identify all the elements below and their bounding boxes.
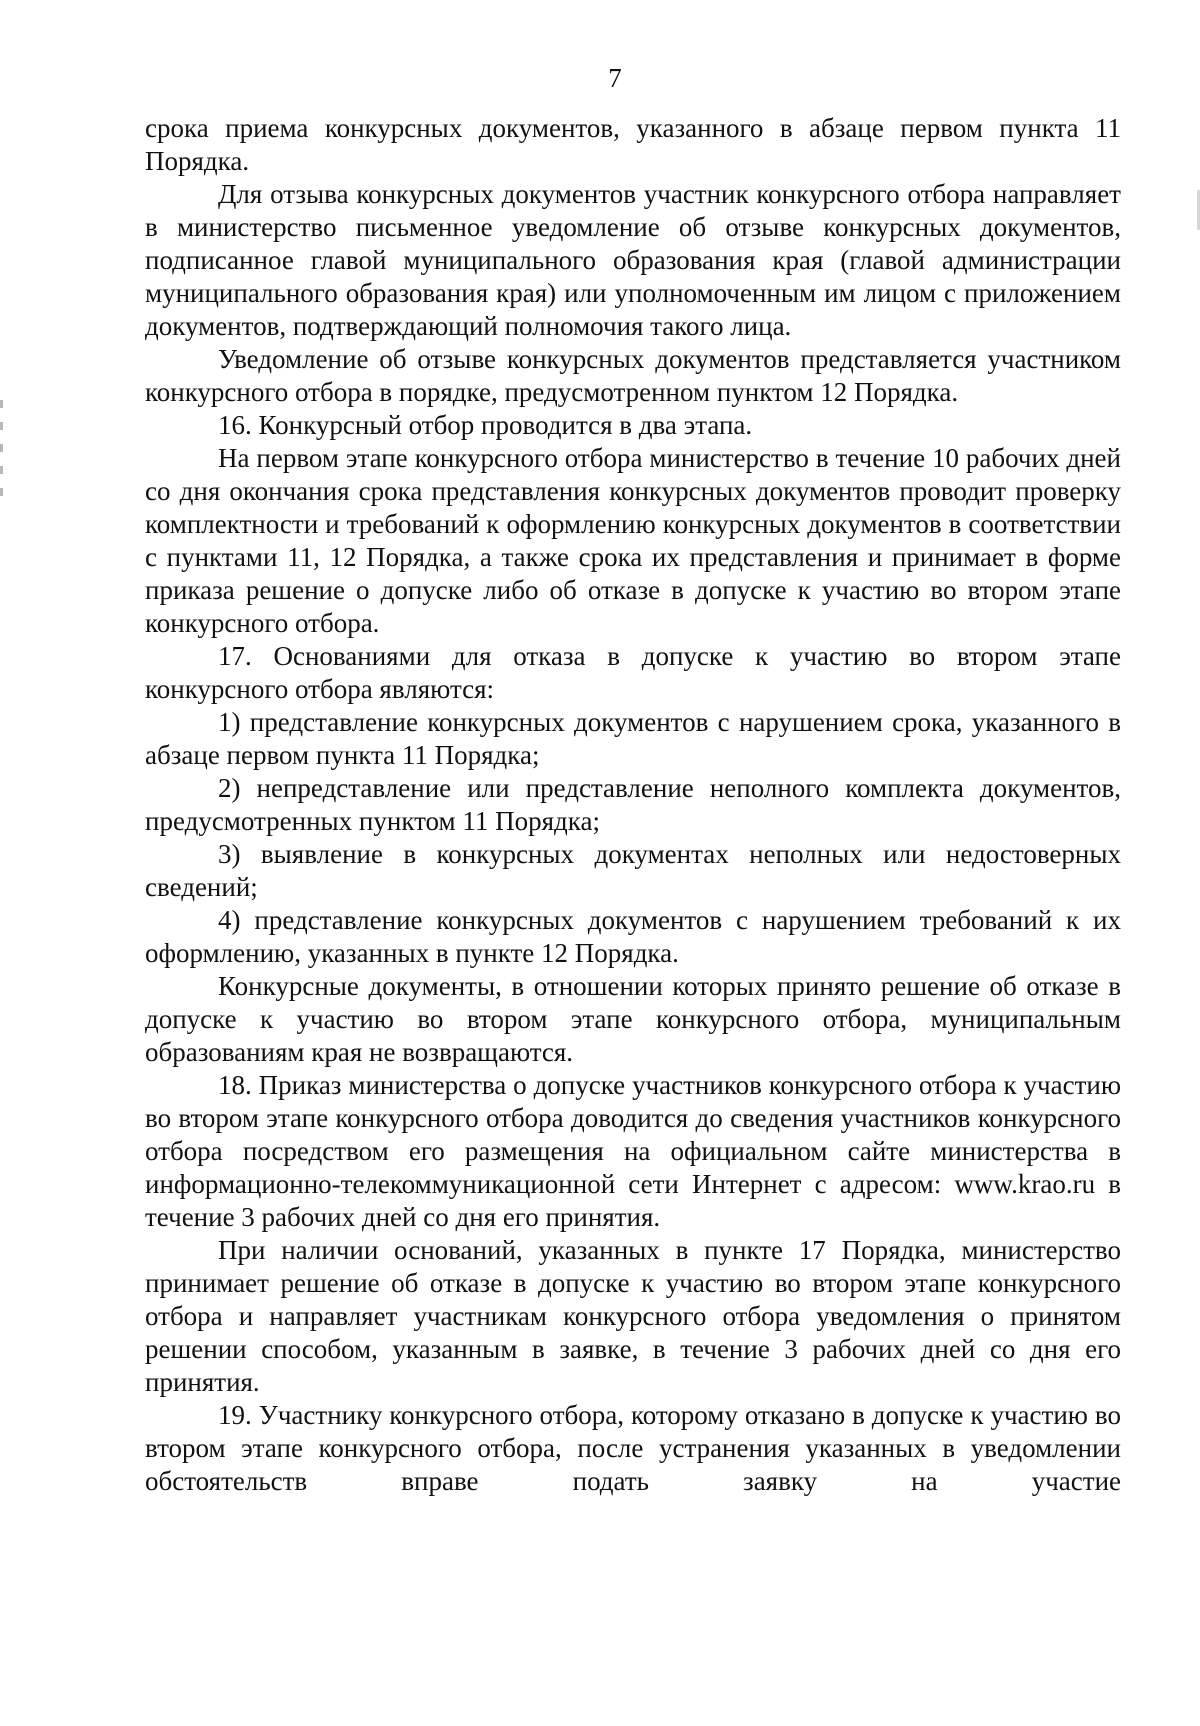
paragraph-19: 19. Участнику конкурсного отбора, которому отказано в допуске к участию во втором этапе конкурсного отбора, после устранения указанных в уведомлении обстоятельств вправе подать заявку на участие xyxy=(145,1400,1121,1496)
paragraph-continuation: срока приема конкурсных документов, указанного в абзаце первом пункта 11 Порядка. xyxy=(145,113,1121,176)
page-number: 7 xyxy=(608,63,622,93)
list-item-17-4: 4) представление конкурсных документов с нарушением требований к их оформлению, указанных в пункте 12 Порядка. xyxy=(145,905,1121,968)
paragraph-withdrawal: Для отзыва конкурсных документов участник конкурсного отбора направляет в министерство письменное уведомление об отзыве конкурсных документов, подписанное главой муниципального образования края (главой администрации муниципального образования края) или уполномоченным им лицом с приложением документов, подтверждающий полномочия такого лица. xyxy=(145,179,1121,341)
paragraph-refusal-decision: При наличии оснований, указанных в пункте 17 Порядка, министерство принимает решение об отказе в допуске к участию во втором этапе конкурсного отбора и направляет участникам конкурсного отбора уведомления о принятом решении способом, указанным в заявке, в течение 3 рабочих дней со дня его принятия. xyxy=(145,1235,1121,1397)
paragraph-16: 16. Конкурсный отбор проводится в два этапа. xyxy=(218,410,753,440)
scan-mark xyxy=(0,422,3,430)
scan-mark xyxy=(0,488,3,496)
list-item-17-3: 3) выявление в конкурсных документах неполных или недостоверных сведений; xyxy=(145,839,1121,902)
paragraph-17: 17. Основаниями для отказа в допуске к участию во втором этапе конкурсного отбора являются: xyxy=(145,641,1121,704)
document-body xyxy=(145,112,1121,1498)
list-item-17-2: 2) непредставление или представление неполного комплекта документов, предусмотренных пунктом 11 Порядка; xyxy=(145,773,1121,836)
paragraph-first-stage: На первом этапе конкурсного отбора министерство в течение 10 рабочих дней со дня окончания срока представления конкурсных документов проводит проверку комплектности и требований к оформлению конкурсных документов в соответствии с пунктами 11, 12 Порядка, а также срока их представления и принимает в форме приказа решение о допуске либо об отказе в допуске к участию во втором этапе конкурсного отбора. xyxy=(145,443,1121,638)
scan-mark xyxy=(0,400,3,408)
scan-mark xyxy=(0,444,3,452)
scan-mark xyxy=(0,466,3,474)
paragraph-18: 18. Приказ министерства о допуске участников конкурсного отбора к участию во втором этапе конкурсного отбора доводится до сведения участников конкурсного отбора посредством его размещения на официальном сайте министерства в информационно-телекоммуникационной сети Интернет с адресом: www.krao.ru в течение 3 рабочих дней со дня его принятия. xyxy=(145,1070,1121,1232)
list-item-17-1: 1) представление конкурсных документов с нарушением срока, указанного в абзаце первом пункта 11 Порядка; xyxy=(145,707,1121,770)
paragraph-documents-not-returned: Конкурсные документы, в отношении которых принято решение об отказе в допуске к участию во втором этапе конкурсного отбора, муниципальным образованиям края не возвращаются. xyxy=(145,971,1121,1067)
paragraph-withdrawal-notice: Уведомление об отзыве конкурсных документов представляется участником конкурсного отбора в порядке, предусмотренном пунктом 12 Порядка. xyxy=(145,344,1121,407)
scan-margin-marks xyxy=(0,400,4,580)
